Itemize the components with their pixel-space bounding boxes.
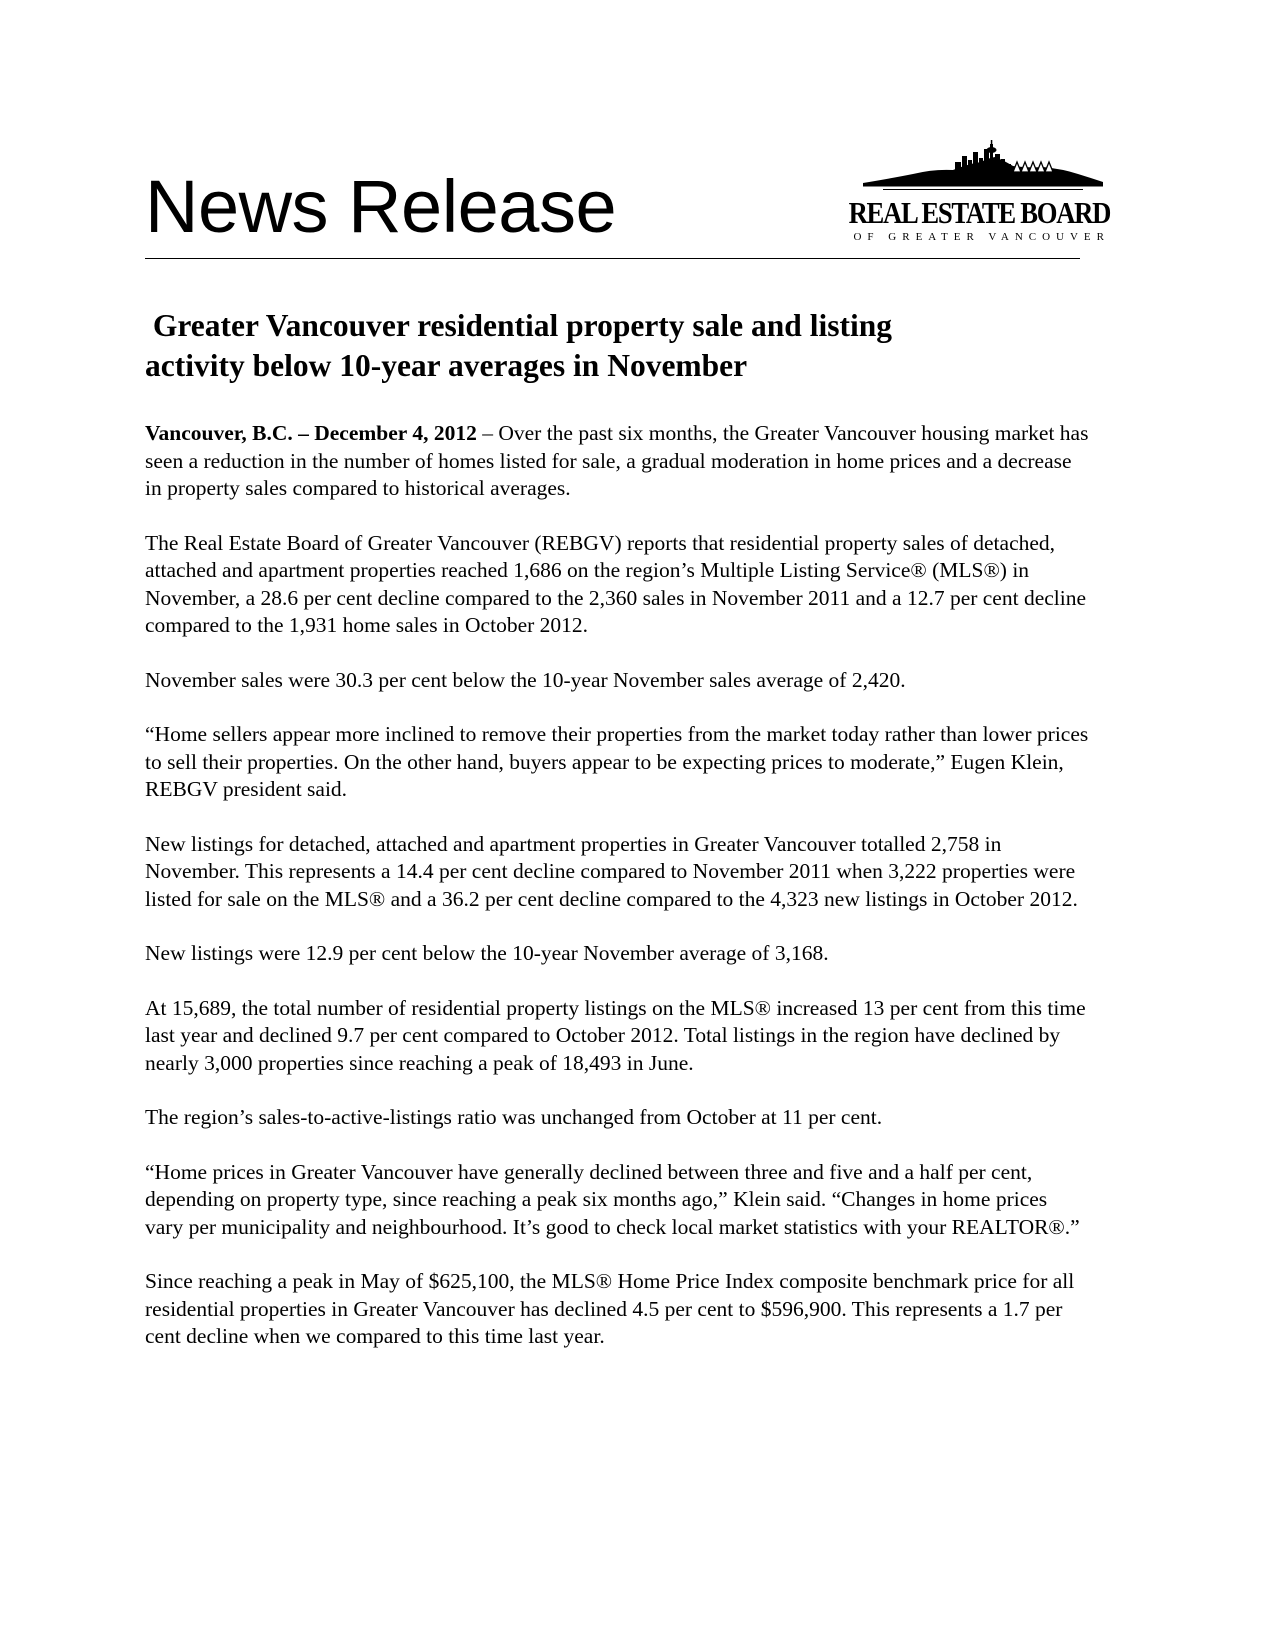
paragraph-5: New listings for detached, attached and apartment properties in Greater Vancouver totalled 2,758 in November. This represents a 14.4 per cent decline compared to November 2011 when 3,222 properties were listed for sale on the MLS® and a 36.2 per cent decline compared to the 4,323 new listings in October 2012. <box>145 831 1078 911</box>
logo-subtitle: OF GREATER VANCOUVER <box>853 231 1110 243</box>
article-body <box>145 420 1090 1378</box>
header-divider <box>145 258 1080 259</box>
paragraph-7: At 15,689, the total number of residential property listings on the MLS® increased 13 per cent from this time last year and declined 9.7 per cent compared to October 2012. Total listings in the region have declined by nearly 3,000 properties since reaching a peak of 18,493 in June. <box>145 995 1086 1075</box>
paragraph-6: New listings were 12.9 per cent below the 10-year November average of 3,168. <box>145 941 829 965</box>
paragraph-4: “Home sellers appear more inclined to remove their properties from the market today rather than lower prices to sell their properties. On the other hand, buyers appear to be expecting prices to moderate,” Eugen Klein, REBGV president said. <box>145 722 1089 801</box>
paragraph-10: Since reaching a peak in May of $625,100, the MLS® Home Price Index composite benchmark price for all residential properties in Greater Vancouver has declined 4.5 per cent to $596,900. This represents a 1.7 per cent decline when we compared to this time last year. <box>145 1269 1075 1348</box>
page-header <box>145 140 1110 265</box>
page-title: News Release <box>145 165 617 248</box>
headline-line-1: Greater Vancouver residential property sale and listing <box>145 308 892 343</box>
headline-line-2: activity below 10-year averages in November <box>145 348 748 383</box>
paragraph-3: November sales were 30.3 per cent below the 10-year November sales average of 2,420. <box>145 667 906 692</box>
dateline: Vancouver, B.C. – December 4, 2012 <box>145 421 477 445</box>
paragraph-lead <box>145 420 1090 503</box>
headline <box>145 306 1095 386</box>
paragraph-9: “Home prices in Greater Vancouver have generally declined between three and five and a half per cent, depending on property type, since reaching a peak six months ago,” Klein said. “Changes in home prices vary per municipality and neighbourhood. It’s good to check local market statistics with your REALTOR®.” <box>145 1159 1080 1239</box>
rebgv-logo <box>848 140 1110 250</box>
logo-wordmark: REAL ESTATE BOARD <box>848 195 1110 230</box>
paragraph-2: The Real Estate Board of Greater Vancouver (REBGV) reports that residential property sales of detached, attached and apartment properties reached 1,686 on the region’s Multiple Listing Service® (MLS®) in November, a 28.6 per cent decline compared to the 2,360 sales in November 2011 and a 12.7 per cent decline compared to the 1,931 home sales in October 2012. <box>145 530 1087 637</box>
paragraph-8: The region’s sales-to-active-listings ratio was unchanged from October at 11 per cent. <box>145 1105 883 1129</box>
city-skyline-icon <box>863 140 1103 192</box>
paragraph-1-text: – Over the past six months, the Greater Vancouver housing market has seen a reduction in the number of homes listed for sale, a gradual moderation in home prices and a decrease in property sales compared to historical averages. <box>145 421 1089 500</box>
